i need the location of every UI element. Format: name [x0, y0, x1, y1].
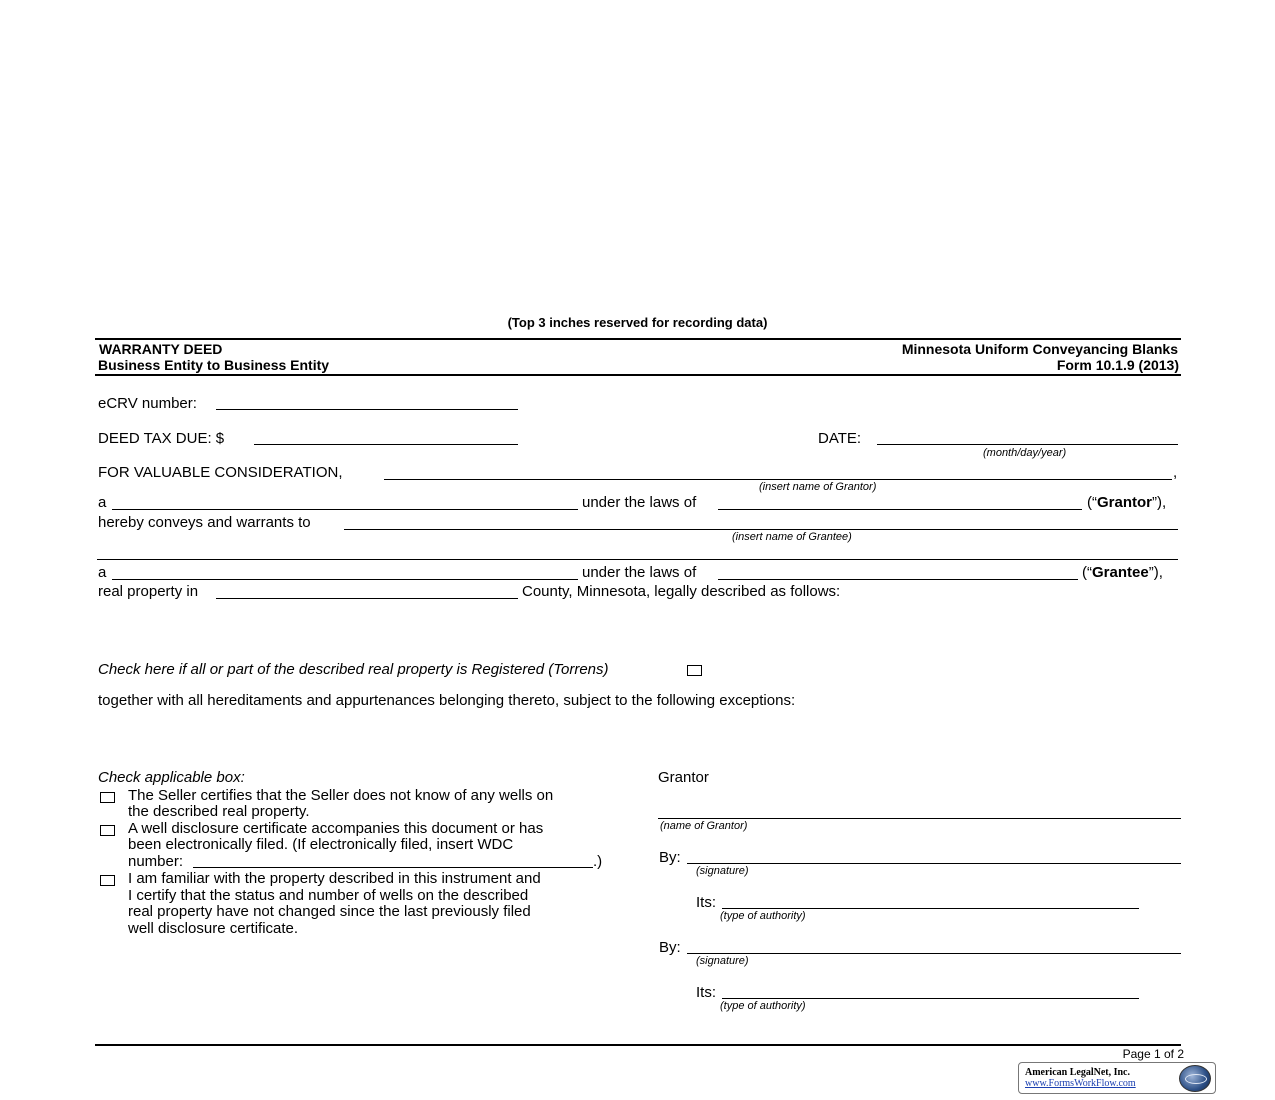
grantee-name-hint: (insert name of Grantee) — [732, 531, 852, 543]
grantee-laws-input[interactable] — [718, 579, 1078, 580]
wells-option2-number-label: number: — [128, 853, 184, 870]
signature-hint-1: (signature) — [696, 865, 749, 877]
recording-note: (Top 3 inches reserved for recording data) — [507, 315, 768, 330]
company-name: American LegalNet, Inc. — [1025, 1067, 1130, 1078]
grantor-signature-name-input[interactable] — [658, 818, 1181, 819]
wells-heading: Check applicable box: — [98, 769, 245, 786]
grantee-a-label: a — [98, 564, 107, 581]
grantor-entity-input[interactable] — [112, 509, 578, 510]
page-number: Page 1 of 2 — [1122, 1047, 1184, 1061]
footer-rule — [95, 1044, 1181, 1046]
header-bottom-rule — [95, 374, 1181, 376]
ecrv-input[interactable] — [216, 409, 518, 410]
by-label-2: By: — [659, 939, 681, 956]
authority-input-1[interactable] — [722, 908, 1139, 909]
grantor-a-label: a — [98, 494, 107, 511]
grantor-name-sig-hint: (name of Grantor) — [660, 820, 748, 832]
authority-hint-1: (type of authority) — [720, 910, 806, 922]
property-label: real property in — [98, 583, 199, 600]
conveys-label: hereby conveys and warrants to — [98, 514, 311, 531]
company-logo[interactable] — [1018, 1062, 1216, 1094]
wells-option2-line2: been electronically filed. (If electronically filed, insert WDC — [128, 836, 514, 853]
grantee-designation: (“Grantee”), — [1082, 564, 1163, 581]
authority-hint-2: (type of authority) — [720, 1000, 806, 1012]
form-number: Form 10.1.9 (2013) — [1056, 357, 1179, 373]
torrens-checkbox[interactable] — [687, 665, 702, 676]
signature-heading: Grantor — [658, 769, 709, 786]
deed-tax-input[interactable] — [254, 444, 518, 445]
form-subtitle: Business Entity to Business Entity — [98, 357, 330, 373]
deed-tax-label: DEED TAX DUE: $ — [98, 430, 225, 447]
wells-option1-line1: The Seller certifies that the Seller does not know of any wells on — [128, 787, 554, 804]
grantee-name-input[interactable] — [344, 529, 1178, 530]
grantee-laws-label: under the laws of — [582, 564, 697, 581]
county-suffix: County, Minnesota, legally described as follows: — [522, 583, 841, 600]
form-series: Minnesota Uniform Conveyancing Blanks — [901, 341, 1178, 357]
its-label-2: Its: — [696, 984, 717, 1001]
signature-input-1[interactable] — [687, 863, 1181, 864]
grantor-designation: (“Grantor”), — [1087, 494, 1167, 511]
globe-icon — [1179, 1065, 1211, 1092]
company-url[interactable]: www.FormsWorkFlow.com — [1025, 1078, 1136, 1089]
wells-option2-checkbox[interactable] — [100, 825, 115, 836]
grantor-laws-label: under the laws of — [582, 494, 697, 511]
signature-hint-2: (signature) — [696, 955, 749, 967]
grantor-laws-input[interactable] — [718, 509, 1082, 510]
consideration-label: FOR VALUABLE CONSIDERATION, — [98, 464, 343, 481]
wells-option2-suffix: .) — [593, 853, 603, 870]
its-label-1: Its: — [696, 894, 717, 911]
by-label-1: By: — [659, 849, 681, 866]
authority-input-2[interactable] — [722, 998, 1139, 999]
wells-option1-line2: the described real property. — [128, 803, 310, 820]
trailing-comma: , — [1173, 464, 1178, 481]
grantor-name-hint: (insert name of Grantor) — [759, 481, 877, 493]
wells-option3-line3: real property have not changed since the last previously filed — [128, 903, 531, 920]
wells-option3-line2: I certify that the status and number of wells on the described — [128, 887, 529, 904]
form-title: WARRANTY DEED — [99, 341, 223, 357]
signature-input-2[interactable] — [687, 953, 1181, 954]
wells-option3-line1: I am familiar with the property described in this instrument and — [128, 870, 541, 887]
grantee-name-line2-input[interactable] — [97, 559, 1178, 560]
exceptions-text: together with all hereditaments and appurtenances belonging thereto, subject to the following exceptions: — [98, 692, 796, 709]
wells-option3-line4: well disclosure certificate. — [128, 920, 299, 937]
county-input[interactable] — [216, 598, 518, 599]
wells-option2-line1: A well disclosure certificate accompanies this document or has — [128, 820, 544, 837]
ecrv-label: eCRV number: — [98, 395, 197, 412]
wells-option3-checkbox[interactable] — [100, 875, 115, 886]
date-label: DATE: — [818, 430, 862, 447]
torrens-label: Check here if all or part of the described real property is Registered (Torrens) — [98, 661, 609, 678]
wdc-number-input[interactable] — [193, 867, 593, 868]
header-top-rule — [95, 338, 1181, 340]
grantor-name-input[interactable] — [384, 479, 1172, 480]
wells-option1-checkbox[interactable] — [100, 792, 115, 803]
grantee-entity-input[interactable] — [112, 579, 578, 580]
date-input[interactable] — [877, 444, 1178, 445]
date-hint: (month/day/year) — [983, 447, 1067, 459]
